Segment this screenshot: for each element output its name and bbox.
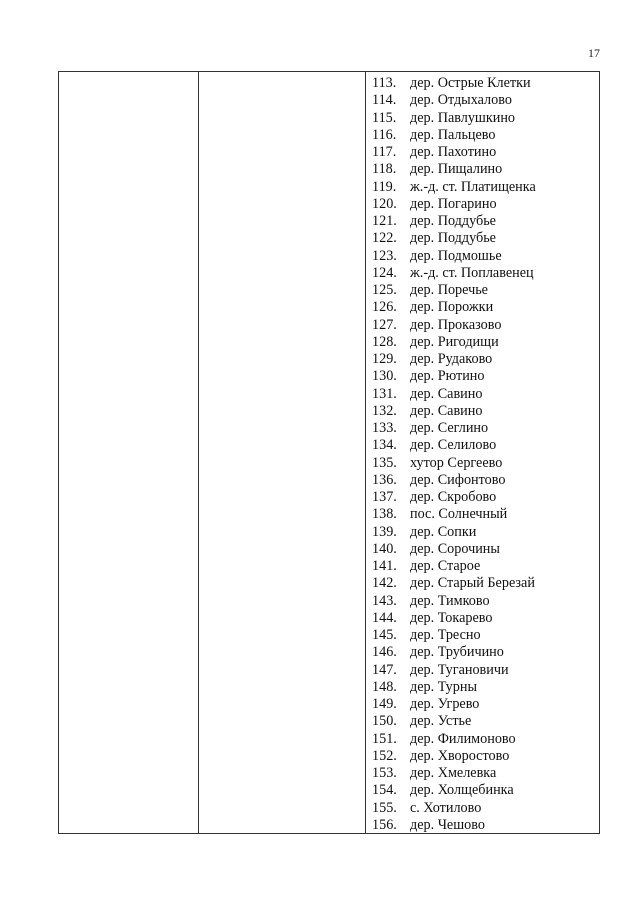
settlement-list [372, 75, 598, 834]
item-number: 117. [372, 144, 397, 160]
settlement-name: дер. Скробово [410, 489, 497, 505]
list-item [372, 420, 598, 437]
settlement-name: дер. Павлушкино [410, 109, 516, 126]
list-item [372, 127, 598, 144]
settlement-name: дер. Тимково [410, 592, 490, 609]
settlement-name: дер. Рудаково [410, 351, 493, 367]
item-number: 148. [372, 678, 397, 695]
item-number: 115. [372, 109, 397, 126]
settlement-name: дер. Холщебинка [410, 782, 514, 799]
settlement-name: пос. Солнечный [410, 506, 508, 523]
item-number: 132. [372, 402, 397, 419]
item-number: 134. [372, 437, 397, 454]
item-number: 128. [372, 333, 397, 350]
item-number: 130. [372, 368, 397, 385]
settlement-name: дер. Сорочины [410, 540, 500, 557]
list-item [372, 644, 598, 661]
settlement-name: дер. Проказово [410, 316, 502, 333]
settlement-name: дер. Ригодищи [410, 333, 499, 350]
settlement-name: дер. Тугановичи [410, 661, 509, 678]
settlement-name: дер. Старый Березай [410, 575, 535, 592]
settlement-name: дер. Токарево [410, 609, 493, 626]
settlement-name: дер. Сопки [410, 523, 477, 540]
list-item [372, 213, 598, 230]
settlement-name: дер. Турны [410, 678, 477, 695]
settlement-name: ж.-д. ст. Поплавенец [410, 264, 534, 281]
item-number: 131. [372, 385, 397, 402]
list-item [372, 575, 598, 592]
list-item [372, 713, 598, 730]
list-item [372, 558, 598, 575]
settlement-name: дер. Савино [410, 385, 483, 402]
list-item [372, 317, 598, 334]
item-number: 147. [372, 661, 397, 678]
item-number: 127. [372, 316, 397, 333]
list-item [372, 506, 598, 523]
settlement-name: дер. Трубичино [410, 644, 504, 661]
item-number: 118. [372, 161, 397, 178]
settlement-name: дер. Отдыхалово [410, 92, 512, 109]
list-item [372, 386, 598, 403]
list-item [372, 817, 598, 834]
settlement-name: дер. Погарино [410, 195, 497, 212]
list-item [372, 679, 598, 696]
list-item [372, 368, 598, 385]
item-number: 152. [372, 747, 397, 764]
list-item [372, 351, 598, 368]
item-number: 150. [372, 713, 397, 730]
list-item [372, 75, 598, 92]
list-item [372, 179, 598, 196]
list-item [372, 524, 598, 541]
item-number: 121. [372, 213, 397, 229]
settlement-name: дер. Подмошье [410, 247, 502, 264]
settlement-name: дер. Поддубье [410, 213, 496, 229]
item-number: 139. [372, 523, 397, 540]
item-number: 144. [372, 609, 397, 626]
settlement-name: дер. Чешово [410, 816, 485, 833]
table-column-divider [365, 72, 366, 833]
settlement-name: ж.-д. ст. Платищенка [410, 178, 536, 195]
list-item [372, 248, 598, 265]
item-number: 113. [372, 75, 397, 91]
item-number: 114. [372, 92, 397, 109]
list-item [372, 696, 598, 713]
settlements-table [58, 71, 600, 834]
settlement-name: дер. Хворостово [410, 747, 510, 764]
item-number: 146. [372, 644, 397, 661]
settlement-name: дер. Хмелевка [410, 765, 497, 781]
list-item [372, 92, 598, 109]
settlement-name: дер. Пальцево [410, 126, 496, 143]
item-number: 122. [372, 230, 397, 247]
item-number: 129. [372, 351, 397, 367]
list-item [372, 541, 598, 558]
item-number: 154. [372, 782, 397, 799]
item-number: 126. [372, 299, 397, 316]
list-item [372, 489, 598, 506]
item-number: 133. [372, 420, 397, 436]
settlement-name: дер. Сифонтово [410, 471, 506, 488]
list-item [372, 662, 598, 679]
list-item [372, 144, 598, 161]
list-item [372, 403, 598, 420]
list-item [372, 299, 598, 316]
item-number: 151. [372, 730, 397, 747]
list-item [372, 334, 598, 351]
list-item [372, 230, 598, 247]
item-number: 124. [372, 264, 397, 281]
list-item [372, 800, 598, 817]
settlement-name: дер. Селилово [410, 437, 497, 454]
item-number: 156. [372, 816, 397, 833]
item-number: 135. [372, 454, 397, 471]
settlement-name: дер. Сеглино [410, 420, 489, 436]
settlement-name: дер. Поречье [410, 282, 488, 298]
list-item [372, 196, 598, 213]
item-number: 141. [372, 558, 397, 574]
item-number: 125. [372, 282, 397, 298]
list-item [372, 110, 598, 127]
list-item [372, 610, 598, 627]
item-number: 119. [372, 178, 397, 195]
settlement-name: дер. Острые Клетки [410, 75, 531, 91]
list-item [372, 765, 598, 782]
list-item [372, 731, 598, 748]
list-item [372, 748, 598, 765]
page-number: 17 [588, 46, 600, 60]
item-number: 142. [372, 575, 397, 592]
settlement-name: дер. Тресно [410, 627, 481, 643]
settlement-name: дер. Савино [410, 402, 483, 419]
settlement-name: дер. Рютино [410, 368, 485, 385]
settlement-name: дер. Устье [410, 713, 472, 730]
item-number: 149. [372, 696, 397, 712]
item-number: 155. [372, 799, 397, 816]
settlement-name: дер. Угрево [410, 696, 480, 712]
list-item [372, 265, 598, 282]
item-number: 123. [372, 247, 397, 264]
settlement-name: дер. Старое [410, 558, 481, 574]
list-item [372, 161, 598, 178]
item-number: 120. [372, 195, 397, 212]
list-item [372, 627, 598, 644]
item-number: 136. [372, 471, 397, 488]
item-number: 140. [372, 540, 397, 557]
list-item [372, 782, 598, 799]
settlement-name: дер. Порожки [410, 299, 494, 316]
item-number: 153. [372, 765, 397, 781]
list-item [372, 593, 598, 610]
item-number: 138. [372, 506, 397, 523]
settlement-name: дер. Пищалино [410, 161, 503, 178]
list-item [372, 455, 598, 472]
item-number: 145. [372, 627, 397, 643]
settlement-name: дер. Филимоново [410, 730, 516, 747]
item-number: 116. [372, 126, 397, 143]
item-number: 143. [372, 592, 397, 609]
item-number: 137. [372, 489, 397, 505]
settlement-name: с. Хотилово [410, 799, 482, 816]
settlement-name: дер. Поддубье [410, 230, 496, 247]
settlement-name: дер. Пахотино [410, 144, 497, 160]
list-item [372, 472, 598, 489]
settlement-name: хутор Сергеево [410, 454, 503, 471]
table-column-divider [198, 72, 199, 833]
list-item [372, 282, 598, 299]
list-item [372, 437, 598, 454]
